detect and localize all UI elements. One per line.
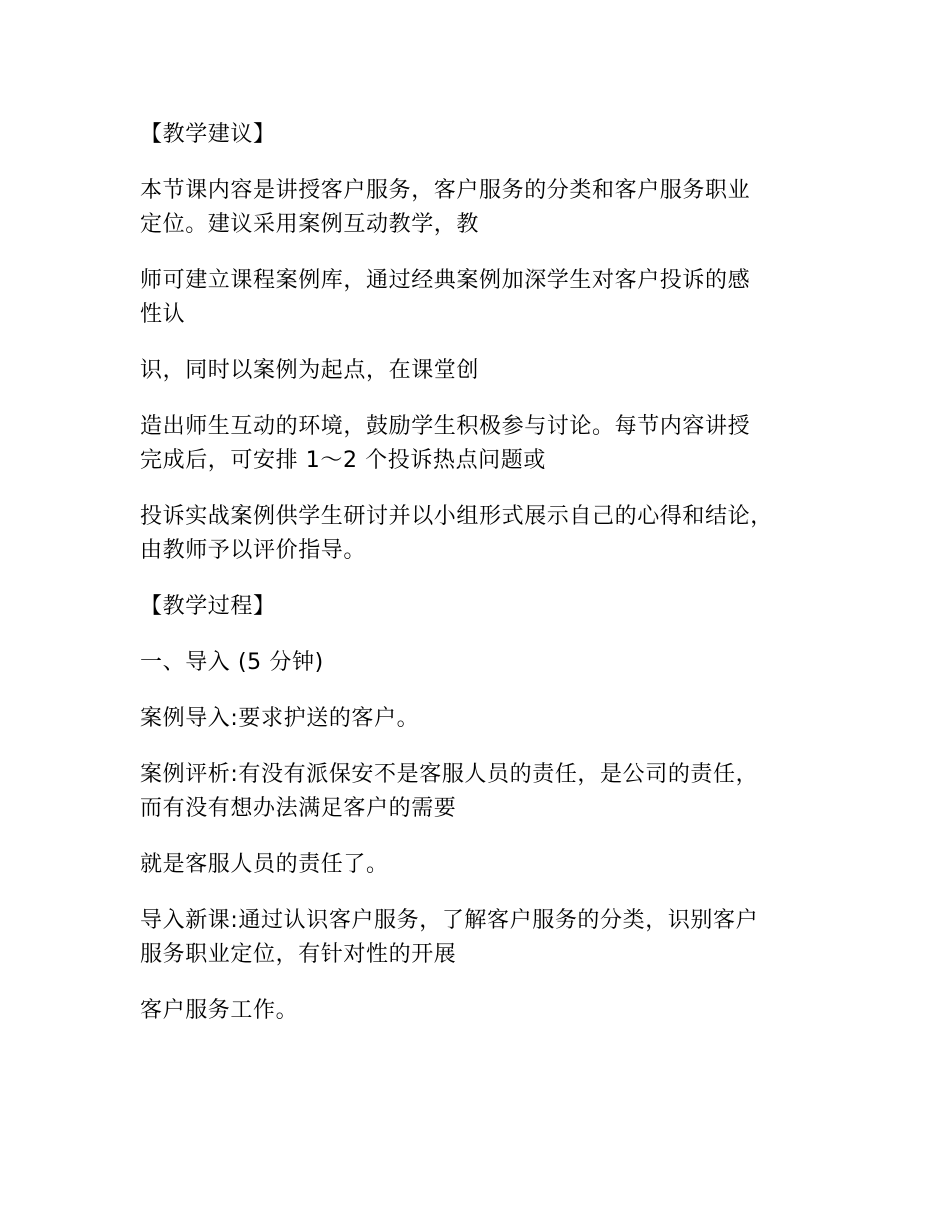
paragraph: [140, 174, 830, 242]
paragraph: [140, 702, 830, 736]
heading-teaching-suggestion: [140, 118, 830, 152]
text-line: 导入新课:通过认识客户服务，了解客户服务的分类，识别客户: [140, 908, 759, 933]
text-line: 就是客服人员的责任了。: [140, 852, 389, 877]
text-line: 本节课内容是讲授客户服务，客户服务的分类和客户服务职业: [140, 178, 751, 203]
text-line: 由教师予以评价指导。: [140, 538, 367, 563]
heading-teaching-process: [140, 590, 830, 624]
text-line: 【教学过程】: [140, 594, 276, 619]
text-line: 投诉实战案例供学生研讨并以小组形式展示自己的心得和结论，: [140, 504, 773, 529]
paragraph: [140, 410, 830, 478]
paragraph: [140, 848, 830, 882]
text-line: 师可建立课程案例库，通过经典案例加深学生对客户投诉的感: [140, 268, 751, 293]
text-line: 定位。建议采用案例互动教学，教: [140, 212, 480, 237]
paragraph: [140, 758, 830, 826]
text-line: 识，同时以案例为起点，在课堂创: [140, 358, 480, 383]
text-line: 性认: [140, 302, 186, 327]
text-line: 案例导入:要求护送的客户。: [140, 706, 420, 731]
paragraph: [140, 354, 830, 388]
text-line: 客户服务工作。: [140, 998, 299, 1023]
text-line: 完成后，可安排 1～2 个投诉热点问题或: [140, 448, 546, 473]
section-heading-introduction: [140, 646, 830, 680]
text-line: 造出师生互动的环境，鼓励学生积极参与讨论。每节内容讲授: [140, 414, 751, 439]
text-line: 案例评析:有没有派保安不是客服人员的责任，是公司的责任，: [140, 762, 759, 787]
text-line: 服务职业定位，有针对性的开展: [140, 942, 457, 967]
paragraph: [140, 500, 830, 568]
paragraph: [140, 904, 830, 972]
text-line: 一、导入 (5 分钟): [140, 650, 324, 675]
document-body: [140, 118, 830, 1050]
paragraph: [140, 994, 830, 1028]
text-line: 而有没有想办法满足客户的需要: [140, 796, 457, 821]
paragraph: [140, 264, 830, 332]
text-line: 【教学建议】: [140, 122, 276, 147]
